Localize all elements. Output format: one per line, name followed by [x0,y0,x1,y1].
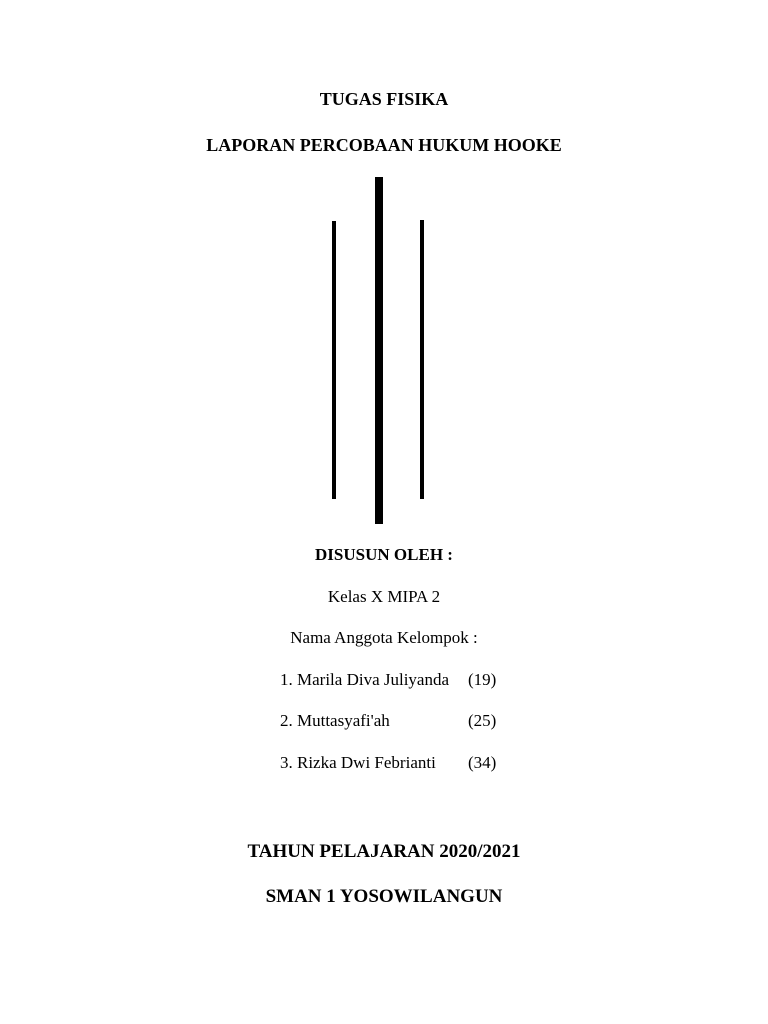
member-name: 2. Muttasyafi'ah [280,711,390,730]
members-label: Nama Anggota Kelompok : [290,628,478,647]
center-bar [375,177,383,524]
document-title: TUGAS FISIKA [319,89,449,109]
member-number: (25) [468,711,497,730]
document-subtitle: LAPORAN PERCOBAAN HUKUM HOOKE [206,135,562,155]
left-bar [332,221,336,499]
member-name: 1. Marila Diva Juliyanda [280,670,450,689]
member-number: (19) [468,670,497,689]
academic-year: TAHUN PELAJARAN 2020/2021 [247,841,521,862]
school-name: SMAN 1 YOSOWILANGUN [265,886,503,907]
right-bar [420,220,424,499]
member-number: (34) [468,753,497,772]
member-name: 3. Rizka Dwi Febrianti [280,753,436,772]
class-label: Kelas X MIPA 2 [327,587,441,606]
prepared-by-label: DISUSUN OLEH : [315,545,453,564]
